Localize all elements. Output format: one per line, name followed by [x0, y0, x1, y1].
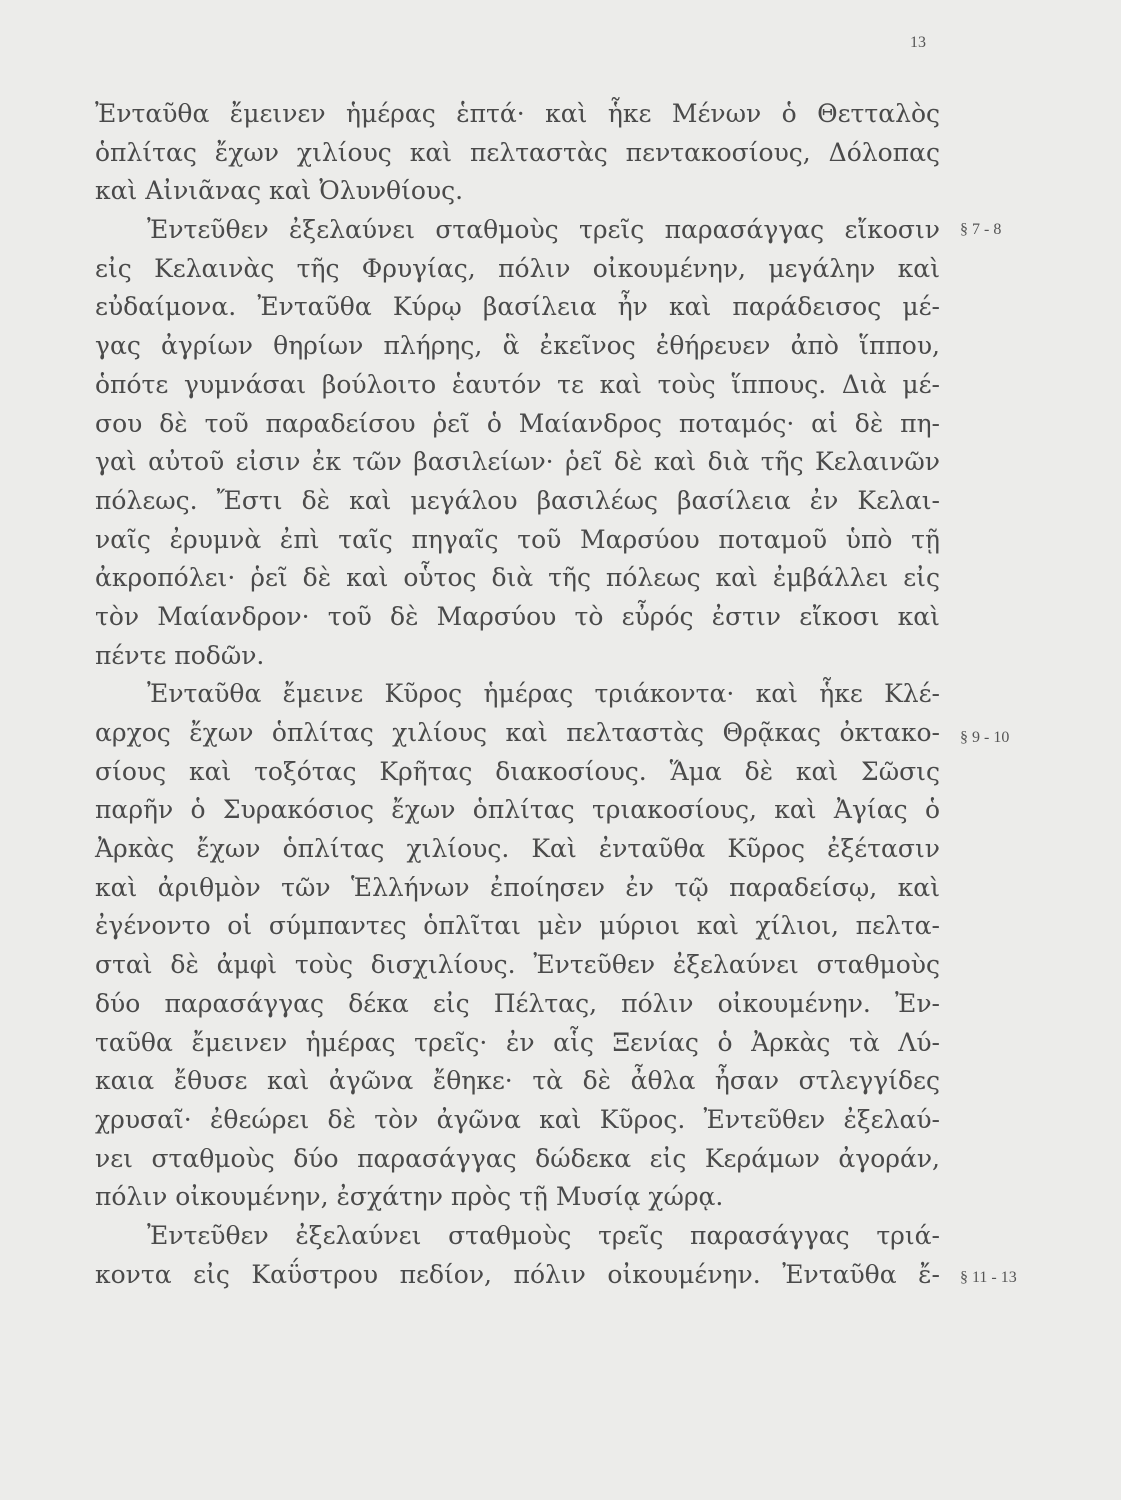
text-line: Ἐντεῦθεν ἐξελαύνει σταθμοὺς τρεῖς παρασάγγας τριά-	[147, 1220, 940, 1250]
text-line: ἐγένοντο οἱ σύμπαντες ὁπλῖται μὲν μύριοι καὶ χίλιοι, πελτα-	[95, 911, 940, 941]
text-line: καια ἔθυσε καὶ ἀγῶνα ἔθηκε· τὰ δὲ ἆθλα ἦσαν στλεγγίδες	[95, 1066, 940, 1096]
text-line: ὁπότε γυμνάσαι βούλοιτο ἑαυτόν τε καὶ τοὺς ἵππους. Διὰ μέ-	[95, 369, 940, 399]
text-line: γας ἀγρίων θηρίων πλήρης, ἃ ἐκεῖνος ἐθήρευεν ἀπὸ ἵππου,	[95, 331, 940, 361]
text-line: κοντα εἰς Καΰστρου πεδίον, πόλιν οἰκουμένην. Ἐνταῦθα ἔ-	[95, 1259, 940, 1289]
text-line: αρχος ἔχων ὁπλίτας χιλίους καὶ πελταστὰς Θρᾷκας ὀκτακο-	[95, 718, 940, 747]
text-line: δύο παρασάγγας δέκα εἰς Πέλτας, πόλιν οἰκουμένην. Ἐν-	[95, 988, 940, 1018]
text-line: καὶ ἀριθμὸν τῶν Ἑλλήνων ἐποίησεν ἐν τῷ παραδείσῳ, καὶ	[95, 872, 940, 902]
text-line: παρῆν ὁ Συρακόσιος ἔχων ὁπλίτας τριακοσίους, καὶ Ἀγίας ὁ	[95, 795, 940, 825]
text-line: πόλεως. Ἔστι δὲ καὶ μεγάλου βασιλέως βασίλεια ἐν Κελαι-	[95, 485, 940, 515]
text-line: πέντε ποδῶν.	[95, 640, 265, 670]
greek-text-block	[95, 95, 940, 1294]
text-line: ταῦθα ἔμεινεν ἡμέρας τρεῖς· ἐν αἷς Ξενίας ὁ Ἀρκὰς τὰ Λύ-	[95, 1027, 940, 1057]
text-line: εἰς Κελαινὰς τῆς Φρυγίας, πόλιν οἰκουμένην, μεγάλην καὶ	[95, 253, 940, 283]
text-line: εὐδαίμονα. Ἐνταῦθα Κύρῳ βασίλεια ἦν καὶ παράδεισος μέ-	[95, 292, 940, 322]
text-line: γαὶ αὐτοῦ εἰσιν ἐκ τῶν βασιλείων· ῥεῖ δὲ καὶ διὰ τῆς Κελαινῶν	[95, 447, 940, 477]
text-line: τὸν Μαίανδρον· τοῦ δὲ Μαρσύου τὸ εὖρός ἐστιν εἴκοσι καὶ	[95, 601, 940, 631]
text-line: ναῖς ἐρυμνὰ ἐπὶ ταῖς πηγαῖς τοῦ Μαρσύου ποταμοῦ ὑπὸ τῇ	[95, 524, 940, 554]
text-line: καὶ Αἰνιᾶνας καὶ Ὀλυνθίους.	[95, 176, 464, 206]
margin-note-section-11-13: § 11 - 13	[960, 1269, 1017, 1286]
text-line: χρυσαῖ· ἐθεώρει δὲ τὸν ἀγῶνα καὶ Κῦρος. Ἐντεῦθεν ἐξελαύ-	[95, 1104, 940, 1134]
page-number: 13	[910, 34, 926, 51]
text-line: Ἐνταῦθα ἔμεινε Κῦρος ἡμέρας τριάκοντα· καὶ ἧκε Κλέ-	[147, 679, 940, 709]
text-line: Ἐνταῦθα ἔμεινεν ἡμέρας ἑπτά· καὶ ἧκε Μένων ὁ Θετταλὸς	[95, 99, 940, 128]
text-line: ὁπλίτας ἔχων χιλίους καὶ πελταστὰς πεντακοσίους, Δόλοπας	[95, 137, 940, 167]
margin-note-section-7-8: § 7 - 8	[960, 221, 1002, 238]
text-line: Ἀρκὰς ἔχων ὁπλίτας χιλίους. Καὶ ἐνταῦθα Κῦρος ἐξέτασιν	[95, 834, 940, 864]
text-line: νει σταθμοὺς δύο παρασάγγας δώδεκα εἰς Κεράμων ἀγοράν,	[95, 1143, 940, 1173]
text-line: ἀκροπόλει· ῥεῖ δὲ καὶ οὗτος διὰ τῆς πόλεως καὶ ἐμβάλλει εἰς	[95, 563, 940, 593]
text-line: Ἐντεῦθεν ἐξελαύνει σταθμοὺς τρεῖς παρασάγγας εἴκοσιν	[147, 215, 940, 245]
text-line: σου δὲ τοῦ παραδείσου ῥεῖ ὁ Μαίανδρος ποταμός· αἱ δὲ πη-	[95, 408, 940, 438]
text-line: πόλιν οἰκουμένην, ἐσχάτην πρὸς τῇ Μυσίᾳ χώρᾳ.	[95, 1182, 724, 1212]
text-line: σταὶ δὲ ἀμφὶ τοὺς δισχιλίους. Ἐντεῦθεν ἐξελαύνει σταθμοὺς	[95, 950, 940, 980]
text-line: σίους καὶ τοξότας Κρῆτας διακοσίους. Ἅμα δὲ καὶ Σῶσις	[95, 756, 940, 786]
margin-note-section-9-10: § 9 - 10	[960, 729, 1010, 746]
